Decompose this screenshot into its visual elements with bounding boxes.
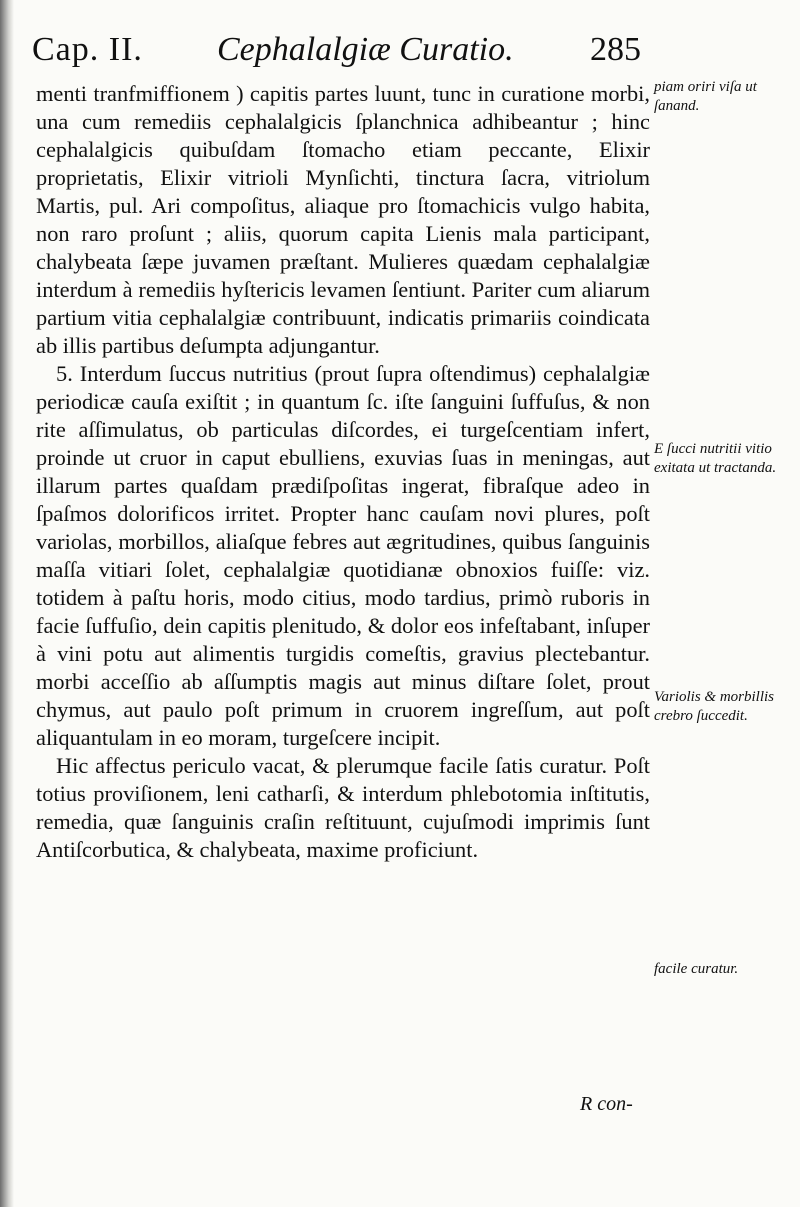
main-text [36, 80, 650, 864]
page-number: 285 [590, 31, 641, 68]
margin-note-2: E ſucci nutritii vitio exitata ut tractanda. [654, 441, 777, 476]
margin-note-4: facile curatur. [654, 961, 739, 977]
margin-note-1: piam oriri viſa ut ſanand. [654, 79, 757, 114]
binding-gutter-shadow [0, 0, 14, 1207]
paragraph-5: 5. Interdum ſuccus nutritius (prout ſupra oſtendimus) cephalalgiæ periodicæ cauſa exiſtit ; in quantum ſc. iſte ſanguini ſuffuſus, & non rite aſſimulatus, ob particulas diſcordes, ei turgeſcentiam infert, proinde ut cruor in caput ebulliens, exuvias ſuas in meningas, aut illarum partes quaſdam prædiſpoſitas ingerat, fibraſque adeo in ſpaſmos dolorificos irritet. Propter hanc cauſam novi plures, poſt variolas, morbillos, aliaſque febres aut ægritudines, quibus ſanguinis maſſa vitiari ſolet, cephalalgiæ quotidianæ obnoxios fuiſſe: viz. totidem à paſtu horis, modo citius, modo tardius, primò ruboris in facie ſuffuſio, dein capitis plenitudo, & dolor eos infeſtabant, inſuper à vini potu aut alimentis turgidis comeſtis, gravius plectebantur. morbi acceſſio ab aſſumptis magis aut minus diſtare ſolet, prout chymus, aut paulo poſt primum in cruorem ingreſſum, aut poſt aliquantulam in eo moram, turgeſcere incipit. [36, 361, 650, 750]
paragraph-continuation: menti tranfmiffionem ) capitis partes luunt, tunc in curatione morbi, una cum remediis cephalalgicis ſplanchnica adhibeantur ; hinc cephalalgicis quibuſdam ſtomacho etiam peccante, Elixir proprietatis, Elixir vitrioli Mynſichti, tinctura ſacra, vitriolum Martis, pul. Ari compoſitus, aliaque pro ſtomachicis vulgo habita, non raro proſunt ; aliis, quorum capita Lienis mala participant, chalybeata ſæpe juvamen præſtant. Mulieres quædam cephalalgiæ interdum à remediis hyſtericis levamen ſentiunt. Pariter cum aliarum partium vitia cephalalgiæ contribuunt, indicatis primariis coindicata ab illis partibus deſumpta adjungantur. [36, 81, 650, 358]
running-header [32, 22, 652, 78]
chapter-label: Cap. II. [32, 31, 143, 68]
paragraph-curatio: Hic affectus periculo vacat, & plerumque facile ſatis curatur. Poſt totius proviſionem, leni catharſi, & interdum phlebotomia inſtitutis, remedia, quæ ſanguinis craſin reſtituunt, cujuſmodi imprimis ſunt Antiſcorbutica, & chalybeata, maxime proficiunt. [36, 753, 650, 862]
running-title: Cephalalgiæ Curatio. [217, 31, 514, 68]
margin-note-3: Variolis & morbillis crebro ſuccedit. [654, 689, 775, 724]
catchword: R con- [580, 1093, 633, 1115]
